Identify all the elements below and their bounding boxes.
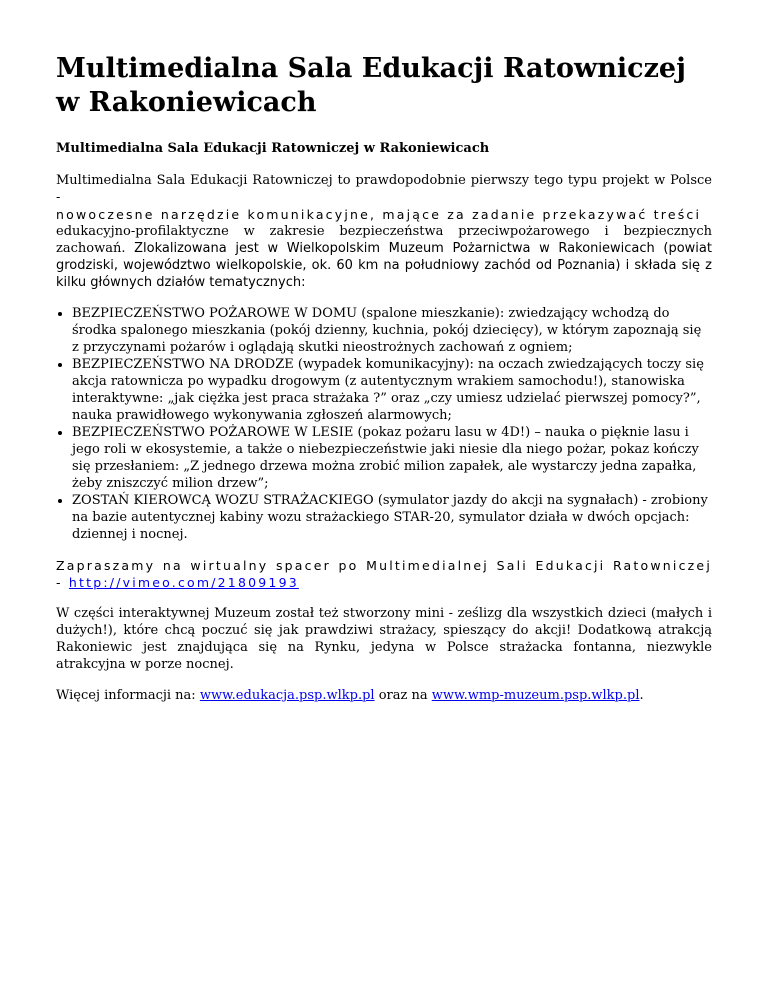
list-item: • BEZPIECZEŃSTWO NA DRODZE (wypadek komunikacyjny): na oczach zwiedzających toczy się akcja ratownicza po wypadku drogowym (z autentycznym wrakiem samochodu!), stanowiska interaktywne: „jak ciężka jest praca strażaka ?” oraz „czy umiesz udzielać pierwszej pomocy?”, nauka prawidłowego wykonywania zgłoszeń alarmowych;: [72, 356, 712, 424]
more-info-prefix: Więcej informacji na:: [56, 688, 200, 703]
extra-paragraph: W części interaktywnej Muzeum został też stworzony mini - ześlizg dla wszystkich dzieci (małych i dużych!), które chcą poczuć się jak prawdziwi strażacy, spieszący do akcji! Dodatkową atrakcją Rakoniewic jest znajdująca się na Rynku, jedyna w Polsce strażacka fontanna, niezwykle atrakcyjna w porze nocnej.: [56, 606, 712, 672]
intro-line-3: edukacyjno-profilaktyczne w zakresie bezpieczeństwa przeciwpożarowego i bezpiecznych zachowań.: [56, 224, 712, 256]
edukacja-link[interactable]: www.edukacja.psp.wlkp.pl: [199, 688, 375, 703]
topics-list: [56, 305, 712, 543]
intro-paragraph: [56, 172, 712, 291]
intro-line-2: nowoczesne narzędzie komunikacyjne, mające za zadanie przekazywać treści: [56, 207, 702, 222]
intro-line-4: Zlokalizowana jest w Wielkopolskim Muzeum Pożarnictwa w Rakoniewicach (powiat grodziski, województwo wielkopolskie, ok. 60 km na południowy zachód od Poznania) i składa się z kilku głównych działów tematycznych:: [56, 241, 712, 290]
vimeo-link[interactable]: http://vimeo.com/21809193: [68, 575, 299, 590]
page-title: Multimedialna Sala Edukacji Ratowniczej w Rakoniewicach: [56, 53, 686, 118]
list-item: • BEZPIECZEŃSTWO POŻAROWE W LESIE (pokaz pożaru lasu w 4D!) – nauka o pięknie lasu i jego roli w ekosystemie, a także o niebezpieczeństwie jaki niesie dla niego pożar, pokaz kończy się przesłaniem: „Z jednego drzewa można zrobić milion zapałek, ale wystarczy jedna zapałka, żeby zniszczyć milion drzew”;: [72, 424, 712, 492]
tour-paragraph: [56, 557, 712, 591]
more-info-middle: oraz na: [374, 688, 432, 703]
list-item: • ZOSTAŃ KIEROWCĄ WOZU STRAŻACKIEGO (symulator jazdy do akcji na sygnałach) - zrobiony na bazie autentycznej kabiny wozu strażackiego STAR-20, symulator działa w dwóch opcjach: dziennej i nocnej.: [72, 492, 712, 543]
more-info-suffix: .: [639, 688, 644, 703]
tour-text: Zapraszamy na wirtualny spacer po Multimedialnej Sali Edukacji Ratowniczej -: [56, 558, 712, 590]
muzeum-link[interactable]: www.wmp-muzeum.psp.wlkp.pl: [431, 688, 640, 703]
intro-line-1: Multimedialna Sala Edukacji Ratowniczej to prawdopodobnie pierwszy tego typu projekt w Polsce -: [56, 173, 712, 205]
list-item: • BEZPIECZEŃSTWO POŻAROWE W DOMU (spalone mieszkanie): zwiedzający wchodzą do środka spalonego mieszkania (pokój dzienny, kuchnia, pokój dziecięcy), w którym zapoznają się z przyczynami pożarów i oglądają skutki nieostrożnych zachowań z ogniem;: [72, 305, 712, 356]
more-info-paragraph: [56, 687, 712, 704]
section-subtitle: Multimedialna Sala Edukacji Ratowniczej w Rakoniewicach: [56, 141, 490, 156]
document-page: [56, 52, 712, 718]
